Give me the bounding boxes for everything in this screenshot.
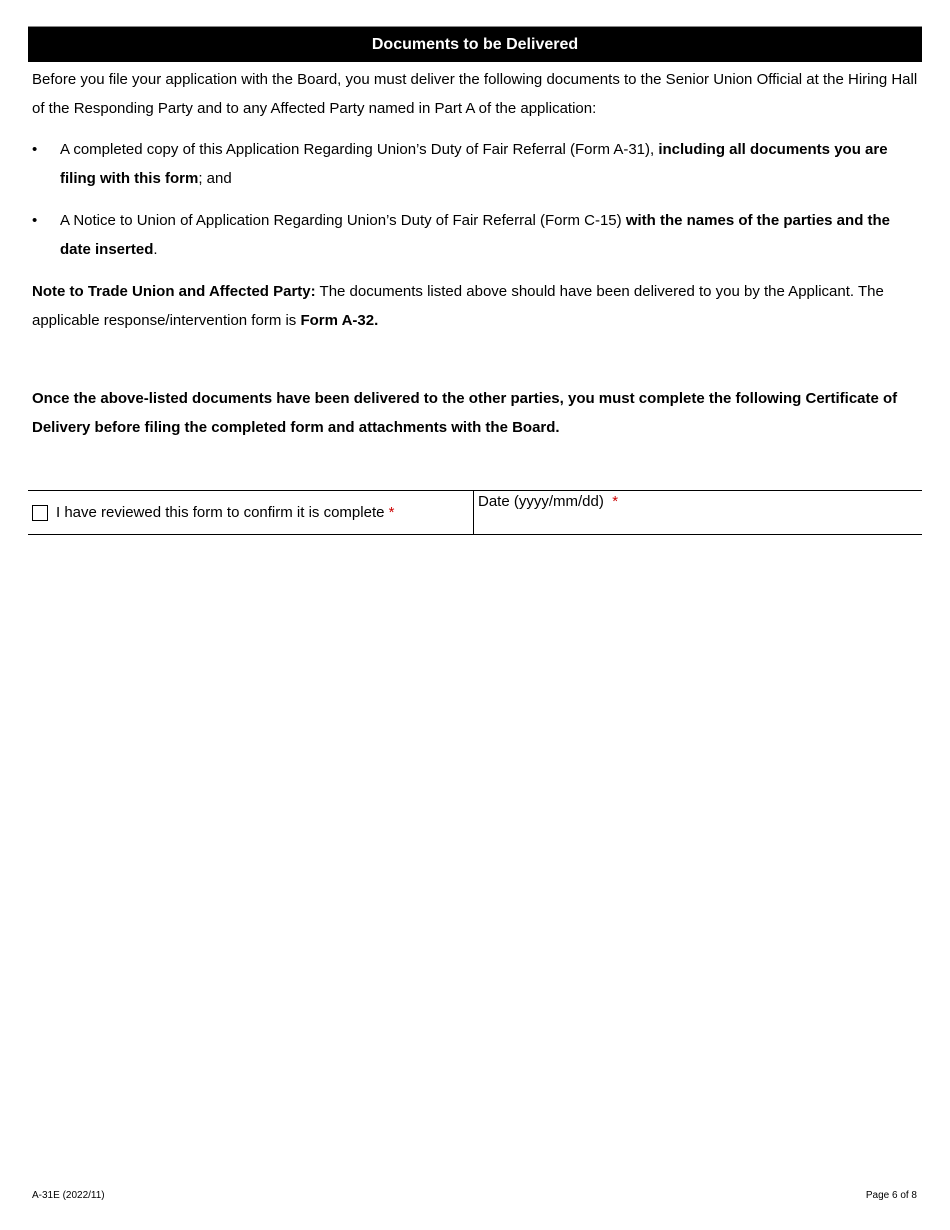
review-checkbox[interactable] bbox=[32, 505, 48, 521]
bullet-tail: ; and bbox=[198, 170, 232, 187]
bullet-tail: . bbox=[153, 241, 158, 258]
page-number: Page 6 of 8 bbox=[865, 1190, 917, 1201]
note-form-ref: Form A-32. bbox=[300, 312, 379, 329]
form-code: A-31E (2022/11) bbox=[32, 1190, 105, 1201]
list-item bbox=[28, 135, 922, 193]
review-checkbox-label: I have reviewed this form to confirm it is complete bbox=[56, 504, 385, 521]
form-page bbox=[28, 26, 922, 535]
bullet-emphasis: including all documents you are filing with this form bbox=[60, 141, 888, 187]
list-item bbox=[28, 206, 922, 264]
note-label: Note to Trade Union and Affected Party: bbox=[32, 283, 316, 300]
certificate-of-delivery bbox=[28, 490, 922, 535]
bullet-emphasis: with the names of the parties and the date inserted bbox=[60, 212, 891, 258]
required-marker: * bbox=[612, 493, 619, 510]
note-text: The documents listed above should have been delivered to you by the Applicant. The applicable response/intervention form is bbox=[32, 283, 884, 329]
bullet-marker: • bbox=[32, 212, 38, 229]
note-paragraph bbox=[28, 277, 922, 335]
bullet-text: A completed copy of this Application Regarding Union’s Duty of Fair Referral (Form A-31), bbox=[60, 141, 659, 158]
bullet-text: A Notice to Union of Application Regarding Union’s Duty of Fair Referral (Form C-15) bbox=[60, 212, 626, 229]
date-label: Date (yyyy/mm/dd) bbox=[478, 493, 604, 510]
date-field[interactable] bbox=[474, 491, 922, 534]
section-title: Documents to be Delivered bbox=[28, 26, 922, 62]
review-confirmation-cell bbox=[28, 491, 474, 534]
intro-paragraph: Before you file your application with the Board, you must deliver the following documents to the Senior Union Official at the Hiring Hall of the Responding Party and to any Affected Party named in Part A of the application: bbox=[32, 71, 918, 117]
required-marker: * bbox=[388, 504, 395, 521]
documents-list bbox=[28, 135, 922, 264]
certificate-instruction: Once the above-listed documents have been delivered to the other parties, you must complete the following Certificate of Delivery before filing the completed form and attachments with the Board. bbox=[32, 390, 898, 436]
bullet-marker: • bbox=[32, 141, 38, 158]
